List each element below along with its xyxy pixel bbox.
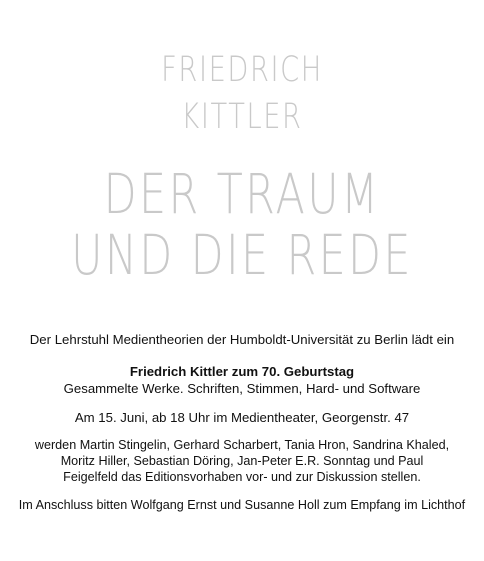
speakers-line-3: Feigelfeld das Editionsvorhaben vor- und zur Diskussion stellen. [63,470,421,484]
author-first-name: FRIEDRICH [161,50,323,90]
author-last-name: KITTLER [181,97,303,137]
headline-line-2: UND DIE REDE [71,223,413,287]
headline-line-1: DER TRAUM [103,162,381,226]
event-date-location: Am 15. Juni, ab 18 Uhr im Medientheater, Georgenstr. 47 [74,410,410,425]
speakers-line-1: werden Martin Stingelin, Gerhard Scharbert, Tania Hron, Sandrina Khaled, [34,438,450,452]
host-invitation-line: Der Lehrstuhl Medientheorien der Humboldt-Universität zu Berlin lädt ein [29,332,455,347]
speakers-line-2: Moritz Hiller, Sebastian Döring, Jan-Peter E.R. Sonntag und Paul [60,454,424,468]
event-subtitle: Gesammelte Werke. Schriften, Stimmen, Hard- und Software [63,381,421,396]
event-title: Friedrich Kittler zum 70. Geburtstag [129,364,355,379]
reception-line: Im Anschluss bitten Wolfgang Ernst und Susanne Holl zum Empfang im Lichthof [18,498,466,512]
